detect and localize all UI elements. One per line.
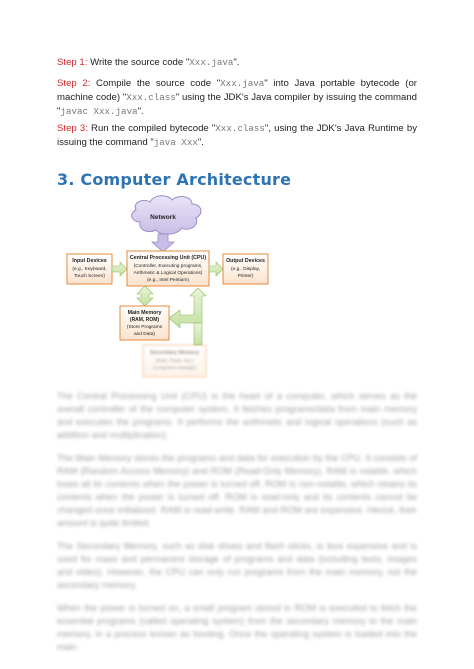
output-devices-box (223, 254, 268, 284)
input-devices-box (67, 254, 112, 284)
code-text: Xxx.java (189, 57, 234, 68)
paragraph: The Secondary Memory, such as disk drives and flash sticks, is less expensive and is used for mass and permanent storage of programs and data (including texts, images and video). However, the CPU can only run programs from the main memory, not the secondary memory. (57, 541, 417, 590)
network-cloud (132, 196, 201, 235)
step-text: Run the compiled bytecode " (87, 123, 216, 134)
paragraph: The Main Memory stores the programs and data for execution by the CPU. It consists of RAM (Random Access Memory) and ROM (Read-Only Memory). RAM is volatile, which loses all its contents when the power is turned off. ROM is non-volatile, which retains its contents when the power is turned off. ROM is read-only and its contents cannot be changed once initialized. RAM is read-write. RAM and ROM are expensive. Hence, their amount is quite limited. (57, 453, 417, 528)
svg-text:(e.g., Display,: (e.g., Display, (231, 267, 260, 272)
paragraph: The Central Processing Unit (CPU) is the heart of a computer, which serves as the overall controller of the computer system. It fetches programs/data from main memory and executes the programs. It performs the arithmetic and logical operations (such as addition and multiplication). (57, 391, 417, 440)
section-heading: 3. Computer Architecture (57, 170, 292, 189)
secondary-memory-stem (194, 323, 202, 345)
cpu-box (127, 251, 209, 286)
svg-text:Touch Screen): Touch Screen) (74, 274, 105, 279)
cpu-memory-arrow (137, 286, 153, 306)
code-text: javac Xxx.java (60, 106, 138, 117)
output-devices-title: Output Devices (226, 258, 265, 264)
svg-text:(e.g., Keyboard,: (e.g., Keyboard, (72, 267, 107, 272)
step-text: ". (197, 137, 204, 148)
svg-text:(Disk, Flash, etc.): (Disk, Flash, etc.) (155, 359, 194, 364)
step-text: ". (137, 106, 144, 117)
main-memory-title: Main Memory (127, 310, 162, 316)
code-text: Xxx.class (215, 123, 265, 134)
input-devices-title: Input Devices (72, 258, 107, 264)
code-text: Xxx.class (126, 92, 176, 103)
step-text: " using the JDK's Java compiler by issuing the command " (57, 92, 417, 117)
step-label: Step 1: (57, 57, 88, 68)
svg-text:(e.g., Intel Pentium): (e.g., Intel Pentium) (147, 278, 189, 283)
step-label: Step 3: (57, 123, 88, 134)
svg-text:Printer): Printer) (237, 274, 254, 279)
paragraph: When the power is turned on, a small program stored in ROM is executed to fetch the essential programs (called operating system) from the secondary memory to the main memory, in a process known as booting. Once the operating system is loaded into the main (57, 603, 417, 652)
svg-text:and Data): and Data) (133, 332, 156, 337)
step-text: " into Java portable bytecode (or machine code) " (57, 78, 417, 103)
secondary-memory-box (143, 345, 206, 377)
svg-text:(Store Programs: (Store Programs (126, 325, 163, 330)
cpu-to-output-arrow (209, 262, 223, 276)
svg-text:(Controller, Executing program: (Controller, Executing programs, (133, 264, 203, 269)
svg-text:Secondary Memory: Secondary Memory (150, 350, 199, 356)
step-label: Step 2: (57, 78, 91, 89)
network-label: Network (150, 214, 176, 221)
input-to-cpu-arrow (112, 262, 127, 276)
code-text: java Xxx (153, 137, 198, 148)
body-text (57, 390, 417, 664)
svg-text:(Long-term storage): (Long-term storage) (153, 366, 196, 371)
svg-text:Arithmetic & Logical Operation: Arithmetic & Logical Operations) (133, 271, 203, 276)
step-text: Write the source code " (87, 57, 190, 68)
secondary-memory-arrow (169, 288, 206, 328)
svg-text:(RAM, ROM): (RAM, ROM) (129, 317, 160, 323)
main-memory-box (120, 306, 169, 340)
step-text: ", using the JDK's Java Runtime by issuing the command " (57, 123, 418, 148)
code-text: Xxx.java (220, 78, 265, 89)
network-arrow (152, 234, 174, 252)
cpu-title: Central Processing Unit (CPU) (129, 255, 207, 261)
step-text: ". (233, 57, 240, 68)
step-text: Compile the source code " (90, 78, 221, 89)
